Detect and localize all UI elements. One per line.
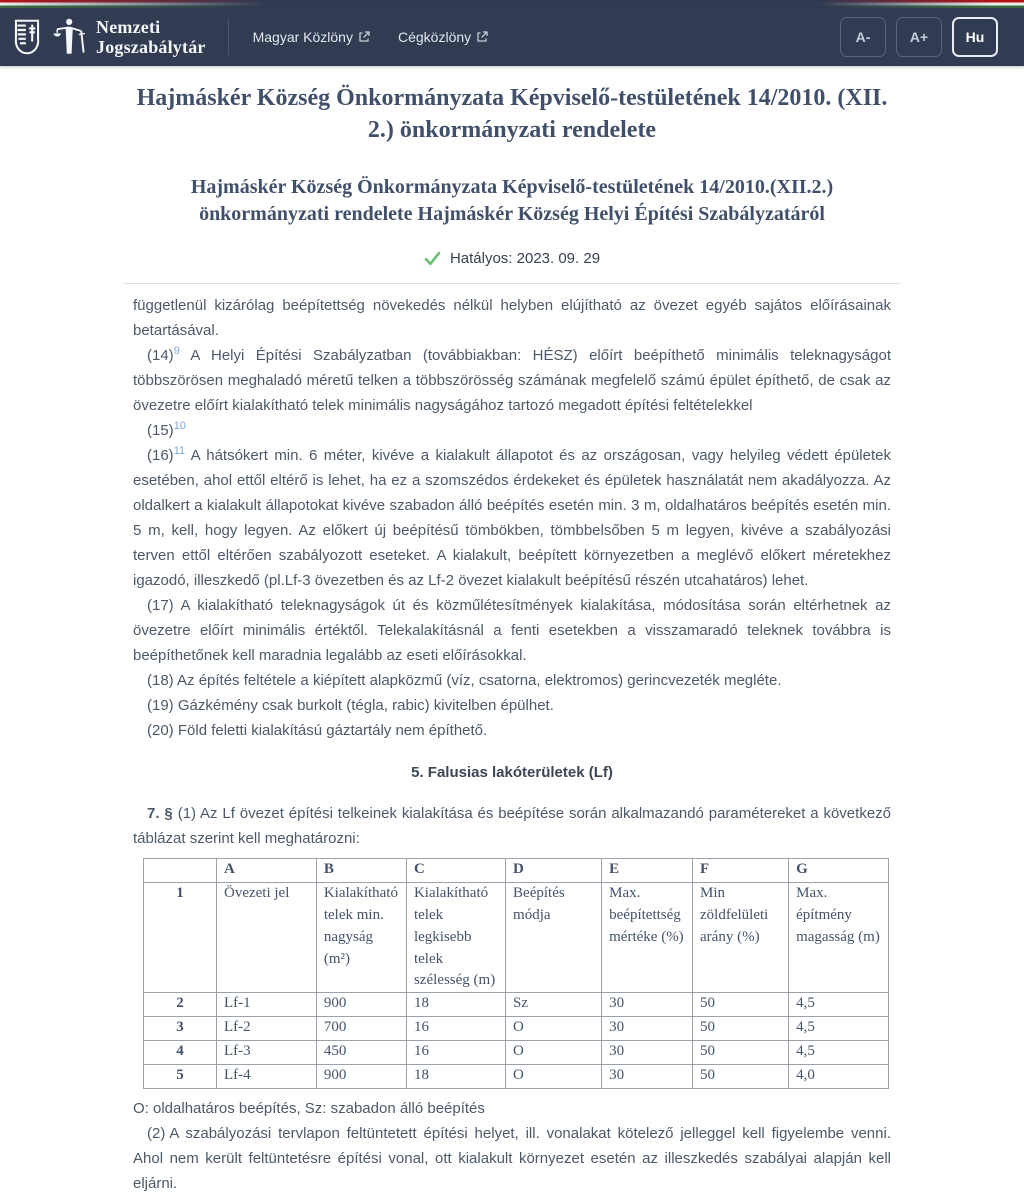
external-link-icon bbox=[476, 31, 488, 43]
justitia-scales-icon bbox=[50, 17, 86, 57]
page-subtitle: Hajmáskér Község Önkormányzata Képviselő-testületének 14/2010.(XII.2.) önkormányzati rendelete Hajmáskér Község Helyi Építési Szabályzatáról bbox=[190, 176, 834, 226]
table-cell: Kialakítható telek legkisebb telek szélesség (m) bbox=[406, 883, 505, 993]
table-cell: Lf-2 bbox=[217, 1017, 317, 1041]
page-title: Hajmáskér Község Önkormányzata Képviselő-testületének 14/2010. (XII. 2.) önkormányzati rendelete bbox=[136, 85, 888, 143]
table-header-row bbox=[144, 859, 889, 883]
article-paragraph: (19) Gázkémény csak burkolt (tégla, rabic) kivitelben épülhet. bbox=[147, 697, 554, 715]
table-cell: 50 bbox=[693, 1041, 789, 1065]
table-row-number: 1 bbox=[144, 883, 217, 993]
brand-logo bbox=[14, 17, 206, 57]
footnote-ref[interactable]: 10 bbox=[173, 420, 186, 433]
table-cell: Max. beépítettség mértéke (%) bbox=[602, 883, 693, 993]
table-cell: Kialakítható telek min. nagyság (m²) bbox=[316, 883, 406, 993]
language-button[interactable]: Hu bbox=[952, 17, 998, 57]
hungarian-coat-of-arms-icon bbox=[14, 18, 40, 56]
table-cell: 900 bbox=[316, 1065, 406, 1089]
footnote-ref[interactable]: 11 bbox=[173, 445, 186, 458]
font-increase-button[interactable]: A+ bbox=[896, 17, 942, 57]
table-cell: Lf-3 bbox=[217, 1041, 317, 1065]
header-divider bbox=[228, 19, 229, 55]
table-cell: 4,0 bbox=[789, 1065, 889, 1089]
table-col-letter: A bbox=[217, 859, 317, 883]
section-heading: 5. Falusias lakóterületek (Lf) bbox=[411, 764, 613, 782]
article bbox=[123, 283, 901, 1196]
article-paragraph: függetlenül kizárólag beépítettség növekedés nélkül helyben elújítható az övezet egyéb sajátos előírásainak betartásával. bbox=[133, 297, 891, 340]
table-cell: 30 bbox=[602, 993, 693, 1017]
table-row bbox=[144, 1041, 889, 1065]
table-cell: 50 bbox=[693, 1065, 789, 1089]
table-cell: Beépítés módja bbox=[506, 883, 602, 993]
table-cell: Min zöldfelületi arány (%) bbox=[693, 883, 789, 993]
closing-paragraph: (2) A szabályozási tervlapon feltüntetett építési helyet, ill. vonalakat kötelező jelleggel kell figyelembe venni. Ahol nem került feltüntetésre építési vonal, ott kialakult környezet esetén az illeszkedés szabályai alapján kell eljárni. bbox=[133, 1125, 891, 1193]
hungarian-flag-stripe bbox=[0, 0, 1024, 8]
table-cell: 18 bbox=[406, 993, 505, 1017]
article-paragraph: (16)$^{11}$ A hátsókert min. 6 méter, kivéve a kialakult állapotot és az országosan, vagy helyileg védett épületek esetében, ahol ettől eltérő is lehet, ha ez a szomszédos érdekeket és épületek használatát nem akadályozza. Az oldalkert a kialakult állapotokat kivéve szabadon álló beépítés esetén min. 3 m, oldalhatáros beépítés esetén min. 5 m, kell, hogy legyen. Az előkert új beépítésű tömbökben, tömbbelsőben 5 m legyen, kivéve a szabályozási terven ettől eltérően szabályozott eseteket. A kialakult, beépített környezetben a meglévő előkert méretekhez igazodó, illeszkedő (pl.Lf-3 övezetben és az Lf-2 övezet kialakult beépítésű részén utcahatáros) lehet. bbox=[133, 445, 891, 590]
nav-link-magyar-kozlony[interactable]: Magyar Közlöny bbox=[253, 29, 370, 45]
table-cell: 50 bbox=[693, 1017, 789, 1041]
table-col-letter: E bbox=[602, 859, 693, 883]
table-cell: O bbox=[506, 1065, 602, 1089]
footnote-ref[interactable]: 9 bbox=[173, 345, 180, 358]
table-cell: 700 bbox=[316, 1017, 406, 1041]
font-decrease-button[interactable]: A- bbox=[840, 17, 886, 57]
table-cell: Övezeti jel bbox=[217, 883, 317, 993]
table-cell: 16 bbox=[406, 1017, 505, 1041]
table-cell: 16 bbox=[406, 1041, 505, 1065]
article-paragraph: (14)$^9$ A Helyi Építési Szabályzatban (továbbiakban: HÉSZ) előírt beépíthető minimális teleknagyságot többszörösen meghaladó méretű telken a többszörösség számának megfelelő számú épület építhető, de csak az övezetre előírt kialakítható telek minimális nagyságához tartozó megadott építési feltételekkel bbox=[133, 345, 891, 415]
table-cell: Lf-4 bbox=[217, 1065, 317, 1089]
table-cell: Lf-1 bbox=[217, 993, 317, 1017]
status-badge bbox=[0, 250, 1024, 267]
parameters-table bbox=[143, 858, 889, 1089]
table-cell: 450 bbox=[316, 1041, 406, 1065]
table-cell: O bbox=[506, 1017, 602, 1041]
intro-paragraph: 7. § (1) Az Lf övezet építési telkeinek kialakítása és beépítése során alkalmazandó paramétereket a következő táblázat szerint kell meghatározni: bbox=[133, 805, 891, 848]
table-cell: 30 bbox=[602, 1065, 693, 1089]
article-paragraph: (18) Az építés feltétele a kiépített alapközmű (víz, csatorna, elektromos) gerincvezeték megléte. bbox=[147, 672, 782, 690]
check-icon bbox=[424, 251, 441, 266]
top-navigation-bar bbox=[0, 8, 1024, 66]
external-link-icon bbox=[358, 31, 370, 43]
article-paragraph: (15)$^{10}$ bbox=[147, 420, 186, 440]
table-row-number: 5 bbox=[144, 1065, 217, 1089]
article-paragraph: (20) Föld feletti kialakítású gáztartály nem építhető. bbox=[147, 722, 488, 740]
table-cell: 30 bbox=[602, 1017, 693, 1041]
table-cell: 900 bbox=[316, 993, 406, 1017]
table-row bbox=[144, 993, 889, 1017]
header-nav bbox=[253, 29, 489, 45]
table-cell: Max. építmény magasság (m) bbox=[789, 883, 889, 993]
table-row-number: 2 bbox=[144, 993, 217, 1017]
document-view bbox=[0, 83, 1024, 1196]
table-cell: 50 bbox=[693, 993, 789, 1017]
table-col-letter: C bbox=[406, 859, 505, 883]
table-cell: 4,5 bbox=[789, 993, 889, 1017]
table-col-letter: B bbox=[316, 859, 406, 883]
status-label: Hatályos: 2023. 09. 29 bbox=[449, 250, 601, 268]
header-buttons bbox=[840, 17, 998, 57]
table-col-letter bbox=[144, 859, 217, 883]
table-cell: 30 bbox=[602, 1041, 693, 1065]
table-row-number: 3 bbox=[144, 1017, 217, 1041]
article-paragraph: (17) A kialakítható teleknagyságok út és közműlétesítmények kialakítása, módosítása során eltérhetnek az övezetre előírt minimális értéktől. Telekalakításnál a fenti esetekben a visszamaradó teleknek továbbra is beépíthetőnek kell maradnia legalább az eseti előírásokkal. bbox=[133, 597, 891, 665]
table-col-letter: G bbox=[789, 859, 889, 883]
nav-link-cegkozlony[interactable]: Cégközlöny bbox=[398, 29, 488, 45]
table-cell: Sz bbox=[506, 993, 602, 1017]
table-col-letter: F bbox=[693, 859, 789, 883]
table-row bbox=[144, 883, 889, 993]
table-col-letter: D bbox=[506, 859, 602, 883]
table-row bbox=[144, 1065, 889, 1089]
section-ref: 7. § bbox=[147, 805, 173, 823]
brand-name: Nemzeti Jogszabálytár bbox=[96, 16, 206, 57]
table-cell: 4,5 bbox=[789, 1041, 889, 1065]
table-cell: 18 bbox=[406, 1065, 505, 1089]
table-cell: O bbox=[506, 1041, 602, 1065]
article-body bbox=[133, 293, 891, 743]
legend-text: O: oldalhatáros beépítés, Sz: szabadon álló beépítés bbox=[133, 1100, 485, 1118]
table-row bbox=[144, 1017, 889, 1041]
table-row-number: 4 bbox=[144, 1041, 217, 1065]
table-cell: 4,5 bbox=[789, 1017, 889, 1041]
